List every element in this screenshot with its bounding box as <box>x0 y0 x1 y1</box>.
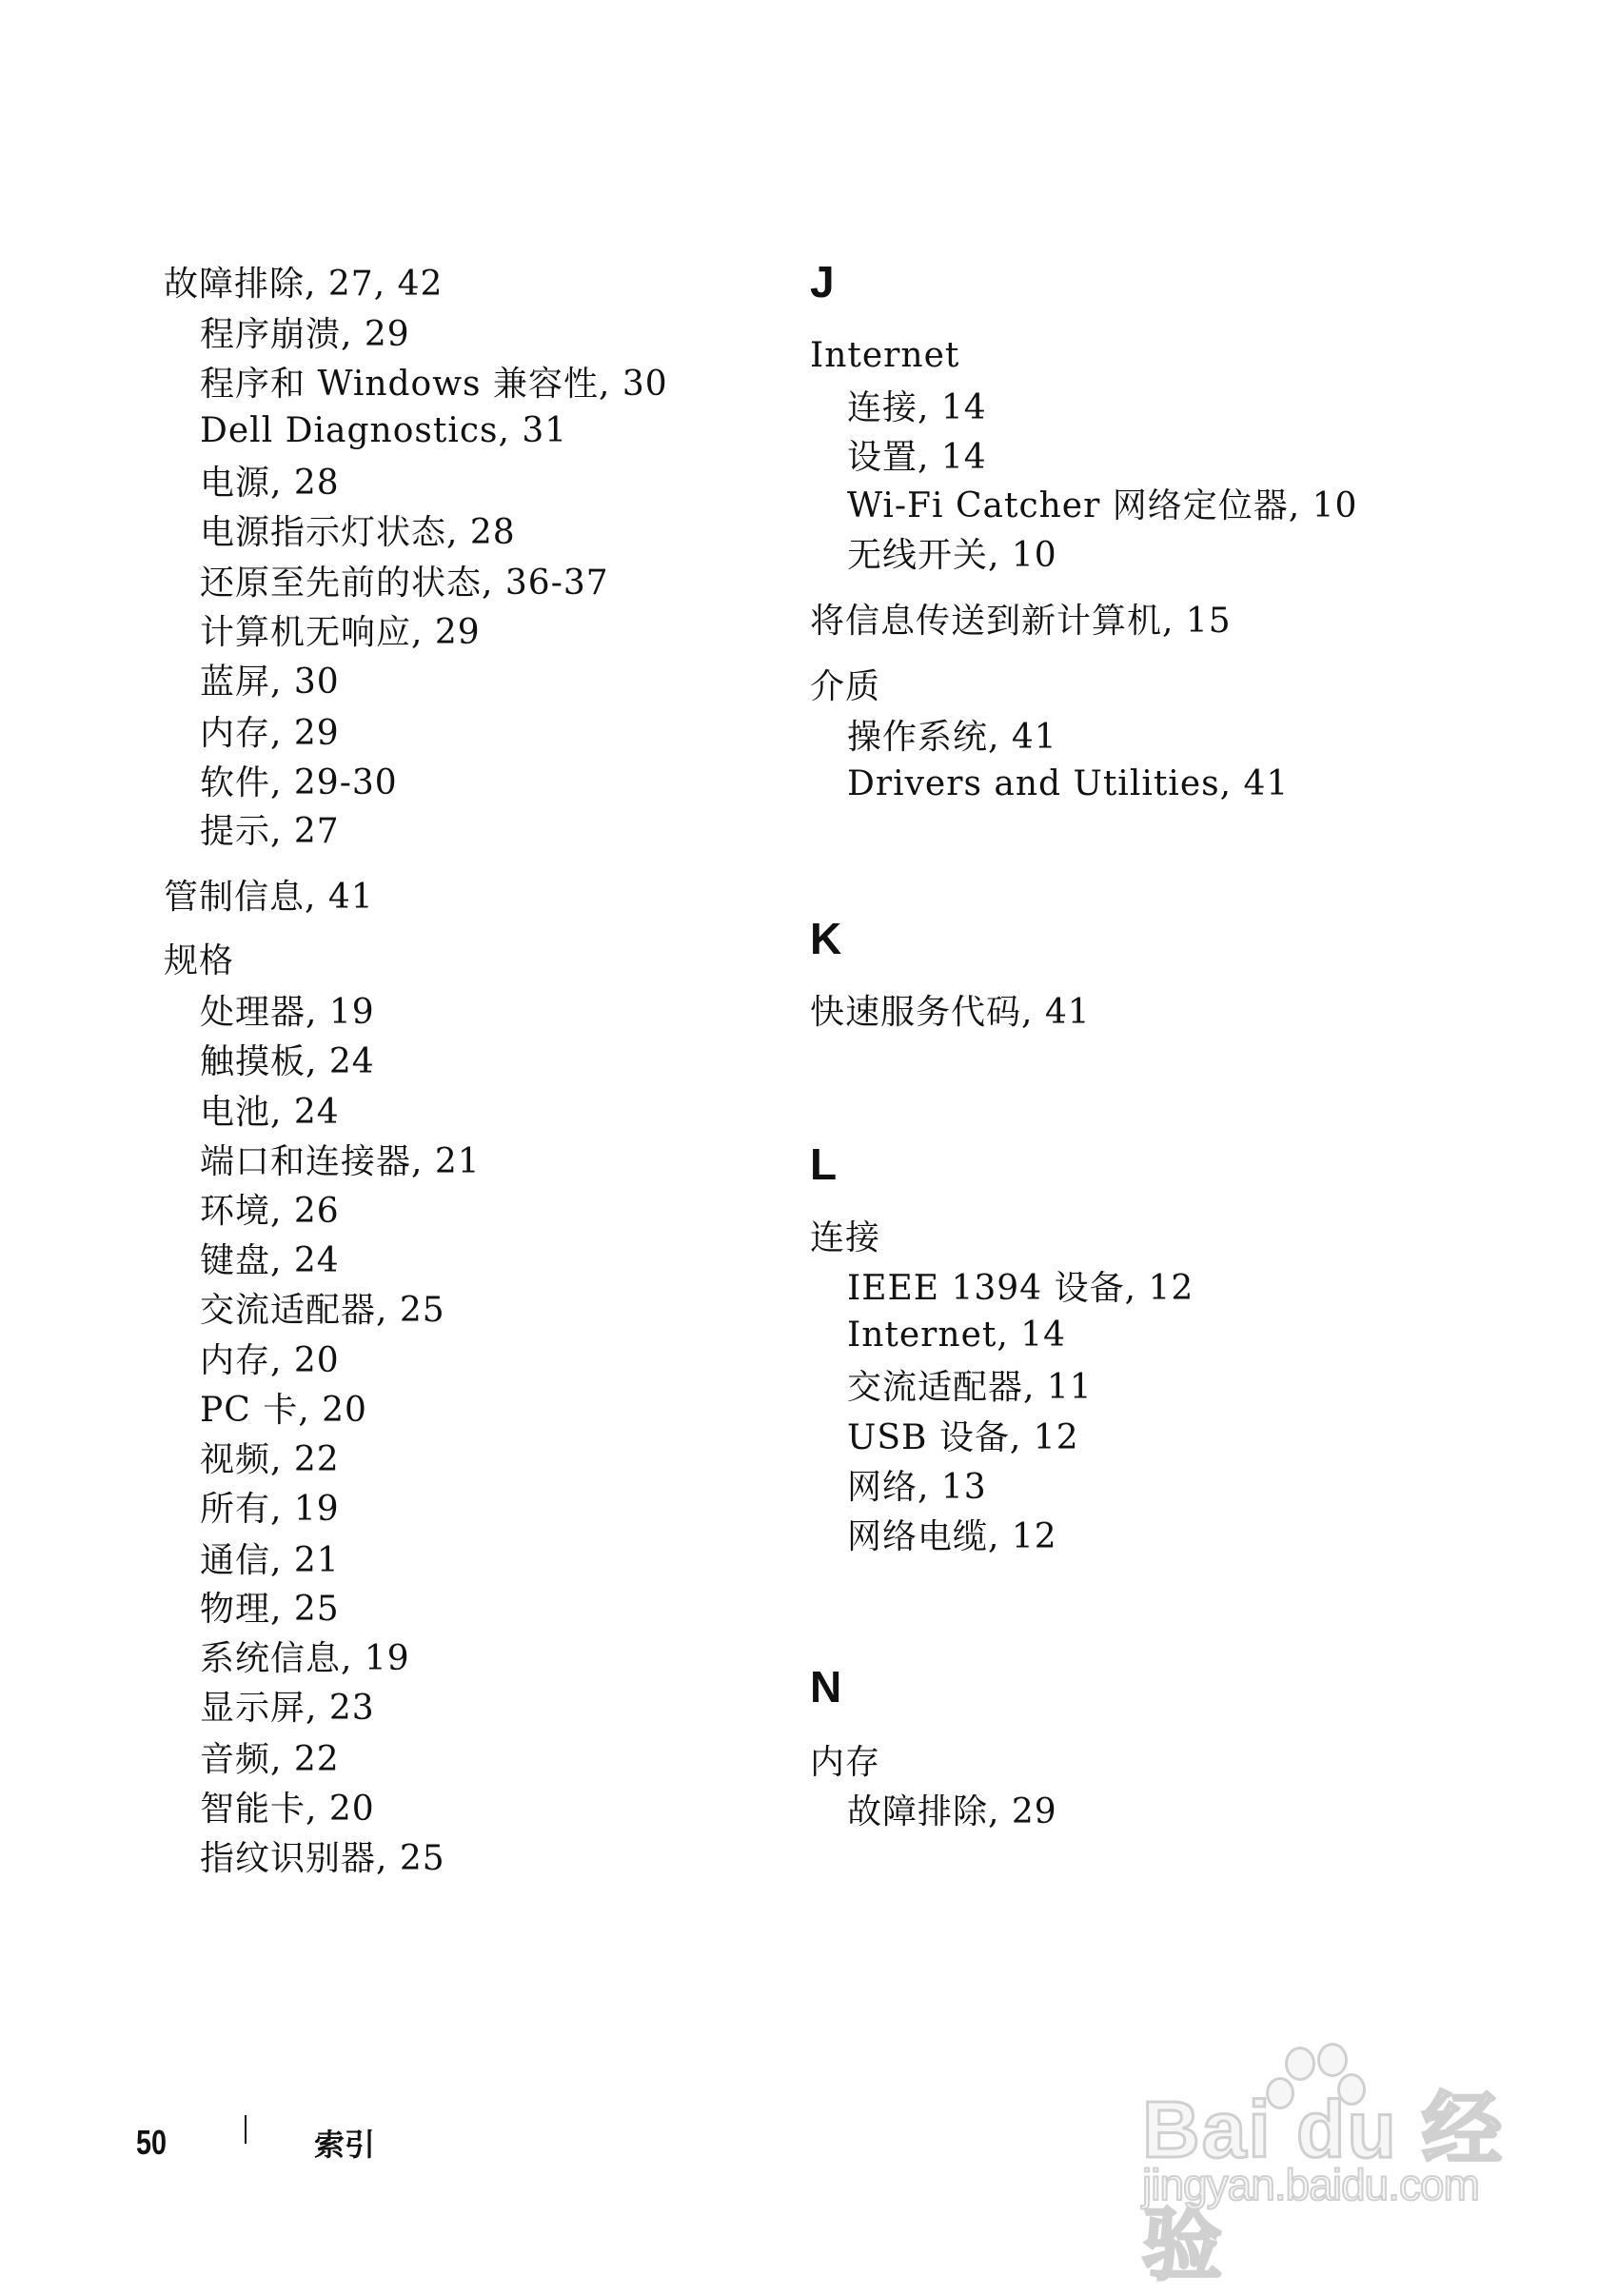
index-subentry: 指纹识别器, 25 <box>200 1838 445 1878</box>
index-subentry: 设置, 14 <box>847 437 987 477</box>
index-entry: 规格 <box>164 941 235 981</box>
index-subentry: 电源, 28 <box>200 464 340 504</box>
index-subentry: 故障排除, 29 <box>847 1791 1057 1831</box>
index-subentry: Wi-Fi Catcher 网络定位器, 10 <box>847 486 1358 526</box>
index-subentry: 视频, 22 <box>200 1440 340 1480</box>
index-entry: Internet <box>810 335 960 375</box>
index-subentry: 物理, 25 <box>200 1590 340 1630</box>
index-subentry: 软件, 29-30 <box>200 762 398 802</box>
watermark-logo: Bai du 经验 <box>1142 2085 1505 2289</box>
index-subentry: 操作系统, 41 <box>847 718 1057 758</box>
index-subentry: 还原至先前的状态, 36-37 <box>200 564 609 604</box>
index-subentry: 电源指示灯状态, 28 <box>200 512 516 552</box>
index-letter-heading: K <box>810 913 842 963</box>
index-letter-heading: N <box>810 1662 842 1712</box>
index-subentry: 显示屏, 23 <box>200 1689 375 1729</box>
index-subentry: 键盘, 24 <box>200 1240 340 1280</box>
index-subentry: 环境, 26 <box>200 1192 340 1232</box>
page-number: 50 <box>136 2123 168 2162</box>
index-subentry: Dell Diagnostics, 31 <box>200 411 568 451</box>
section-title: 索引 <box>314 2127 376 2163</box>
index-subentry: PC 卡, 20 <box>200 1391 367 1431</box>
index-subentry: 连接, 14 <box>847 387 987 427</box>
index-subentry: Internet, 14 <box>847 1315 1067 1355</box>
index-subentry: 提示, 27 <box>200 812 340 852</box>
index-letter-heading: L <box>810 1138 838 1189</box>
index-subentry: 无线开关, 10 <box>847 536 1057 576</box>
index-entry: 连接 <box>810 1217 881 1257</box>
index-subentry: 电池, 24 <box>200 1093 340 1133</box>
index-subentry: 计算机无响应, 29 <box>200 613 481 653</box>
index-subentry: 智能卡, 20 <box>200 1789 375 1829</box>
baidu-watermark <box>1142 2047 1523 2289</box>
index-subentry: 交流适配器, 11 <box>847 1367 1093 1407</box>
index-subentry: 处理器, 19 <box>200 992 375 1032</box>
index-subentry: IEEE 1394 设备, 12 <box>847 1268 1194 1308</box>
index-entry: 内存 <box>810 1742 881 1782</box>
index-subentry: 端口和连接器, 21 <box>200 1142 481 1182</box>
index-entry: 介质 <box>810 666 881 706</box>
index-subentry: 程序崩溃, 29 <box>200 315 410 355</box>
index-subentry: 交流适配器, 25 <box>200 1290 445 1330</box>
index-subentry: 网络电缆, 12 <box>847 1517 1057 1557</box>
index-subentry: 系统信息, 19 <box>200 1639 410 1679</box>
index-subentry: 内存, 20 <box>200 1341 340 1381</box>
index-entry: 故障排除, 27, 42 <box>164 264 444 304</box>
index-subentry: 所有, 19 <box>200 1490 340 1530</box>
index-entry: 将信息传送到新计算机, 15 <box>810 602 1232 642</box>
index-letter-heading: J <box>810 256 835 307</box>
index-entry: 快速服务代码, 41 <box>810 992 1091 1032</box>
index-subentry: 内存, 29 <box>200 713 340 753</box>
index-subentry: 触摸板, 24 <box>200 1041 375 1081</box>
index-subentry: 音频, 22 <box>200 1739 340 1779</box>
index-entry: 管制信息, 41 <box>164 878 374 918</box>
index-subentry: 程序和 Windows 兼容性, 30 <box>200 365 668 405</box>
index-subentry: USB 设备, 12 <box>847 1418 1079 1458</box>
index-subentry: 蓝屏, 30 <box>200 663 340 703</box>
footer-divider <box>245 2115 247 2144</box>
index-subentry: 网络, 13 <box>847 1468 987 1508</box>
watermark-url: jingyan.baidu.com <box>1142 2160 1479 2209</box>
index-subentry: Drivers and Utilities, 41 <box>847 764 1290 804</box>
index-subentry: 通信, 21 <box>200 1540 340 1580</box>
